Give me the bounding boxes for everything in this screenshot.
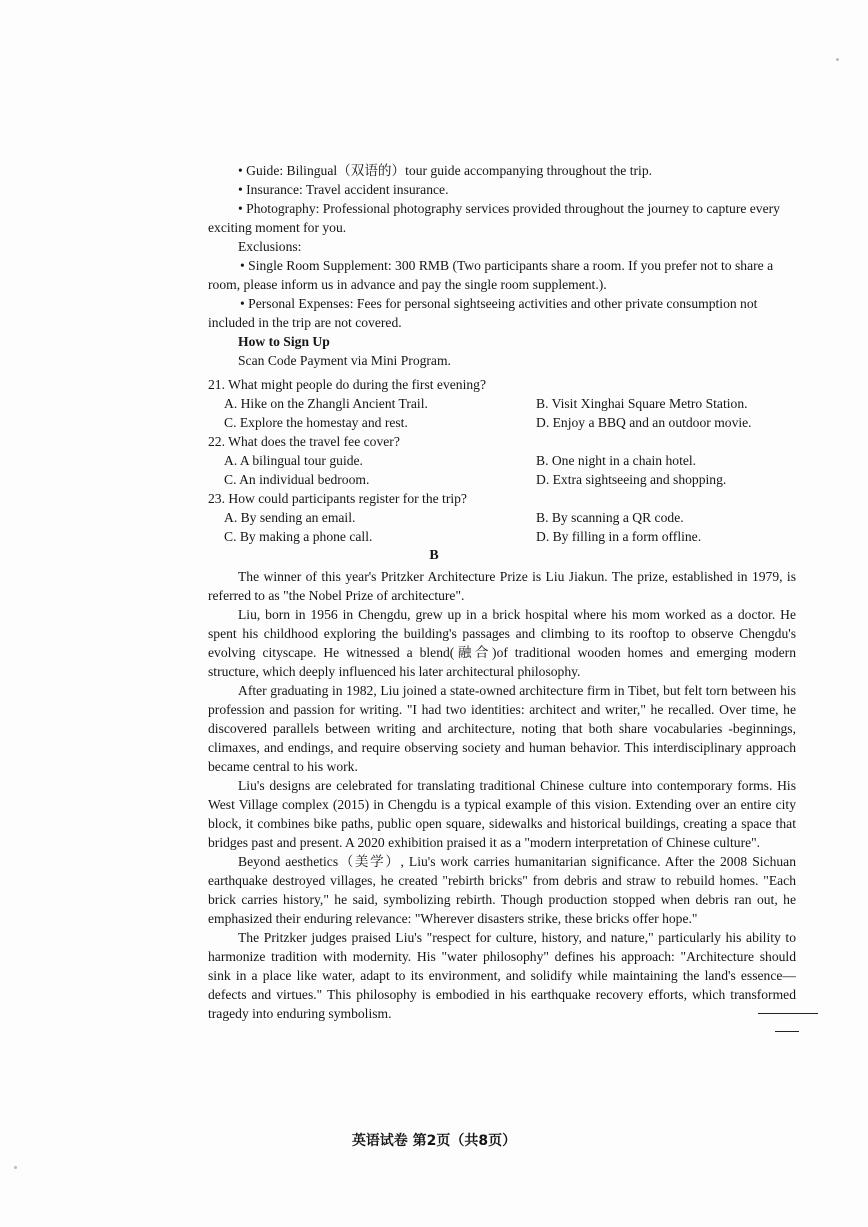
photography-line: • Photography: Professional photography services provided throughout the journey to capture every exciting moment for you. <box>208 201 780 235</box>
guide-line: • Guide: Bilingual（双语的）tour guide accompanying throughout the trip. <box>238 163 653 178</box>
q21-option-c: C. Explore the homestay and rest. <box>224 415 408 430</box>
passage-paragraph: The Pritzker judges praised Liu's "respect for culture, history, and nature," particularly his ability to harmonize tradition with modernity. His "water philosophy" defines his approach: "Architecture should sink in a place like water, adapt to its environment, and solidify while maintaining the land's essence—defects and virtues." This philosophy is embodied in his earthquake recovery efforts, which transformed tragedy into enduring symbolism. <box>208 930 796 1021</box>
passage-paragraph: Beyond aesthetics（美学）, Liu's work carries humanitarian significance. After the 2008 Sichuan earthquake destroyed villages, he created "rebirth bricks" from debris and straw to rebuild homes. "Each brick carries history," he said, symbolizing rebirth. Though production stopped when debris ran out, he emphasized their enduring relevance: "Wherever disasters strike, these bricks offer hope." <box>208 854 796 926</box>
insurance-line: • Insurance: Travel accident insurance. <box>238 182 449 197</box>
pen-underline-mark <box>758 1013 818 1014</box>
q22-option-c: C. An individual bedroom. <box>224 472 370 487</box>
q21-option-d: D. Enjoy a BBQ and an outdoor movie. <box>536 415 752 430</box>
question-21: 21. What might people do during the first evening? <box>208 377 486 392</box>
q23-option-a: A. By sending an email. <box>224 510 356 525</box>
single-room-line: • Single Room Supplement: 300 RMB (Two participants share a room. If you prefer not to share a room, please inform us in advance and pay the single room supplement.). <box>208 258 774 292</box>
q21-option-b: B. Visit Xinghai Square Metro Station. <box>536 396 748 411</box>
q22-option-a: A. A bilingual tour guide. <box>224 453 363 468</box>
question-23: 23. How could participants register for the trip? <box>208 491 467 506</box>
q21-option-a: A. Hike on the Zhangli Ancient Trail. <box>224 396 428 411</box>
page-footer: 英语试卷 第2页（共8页） <box>351 1133 517 1149</box>
q23-option-d: D. By filling in a form offline. <box>536 529 702 544</box>
sign-up-method: Scan Code Payment via Mini Program. <box>238 353 451 368</box>
passage-b <box>208 567 796 1023</box>
q22-option-b: B. One night in a chain hotel. <box>536 453 697 468</box>
scan-speck <box>836 58 839 61</box>
personal-expenses-line: • Personal Expenses: Fees for personal sightseeing activities and other private consumption not included in the trip are not covered. <box>208 296 758 330</box>
passage-paragraph: After graduating in 1982, Liu joined a state-owned architecture firm in Tibet, but felt torn between his profession and passion for writing. "I had two identities: architect and writer," he recalled. Over time, he discovered parallels between writing and architecture, noting that both share vocabularies -beginnings, climaxes, and endings, and require observing society and human behavior. This interdisciplinary approach became central to his work. <box>208 683 796 774</box>
passage-paragraph: Liu's designs are celebrated for translating traditional Chinese culture into contemporary forms. His West Village complex (2015) in Chengdu is a typical example of this vision. Extending over an entire city block, it combines bike paths, public open square, sidewalks and historical buildings, creating a space that bridges past and present. A 2020 exhibition praised it as a "modern interpretation of Chinese culture". <box>208 778 796 850</box>
q23-option-b: B. By scanning a QR code. <box>536 510 684 525</box>
section-b-label: B <box>429 548 439 563</box>
passage-paragraph: Liu, born in 1956 in Chengdu, grew up in a brick hospital where his mom worked as a doctor. He spent his childhood exploring the building's passages and climbing to its rooftop to observe Chengdu's evolving cityscape. He witnessed a blend(融合)of traditional wooden homes and emerging modern structure, which deeply influenced his later architectural philosophy. <box>208 607 796 679</box>
q22-option-d: D. Extra sightseeing and shopping. <box>536 472 727 487</box>
pen-underline-mark <box>775 1031 799 1032</box>
scan-speck <box>14 1166 17 1169</box>
trip-details-block <box>208 161 796 370</box>
sign-up-heading: How to Sign Up <box>238 334 330 349</box>
question-22: 22. What does the travel fee cover? <box>208 434 400 449</box>
q23-option-c: C. By making a phone call. <box>224 529 373 544</box>
exclusions-heading: Exclusions: <box>238 239 302 254</box>
passage-paragraph: The winner of this year's Pritzker Architecture Prize is Liu Jiakun. The prize, established in 1979, is referred to as "the Nobel Prize of architecture". <box>208 569 796 603</box>
